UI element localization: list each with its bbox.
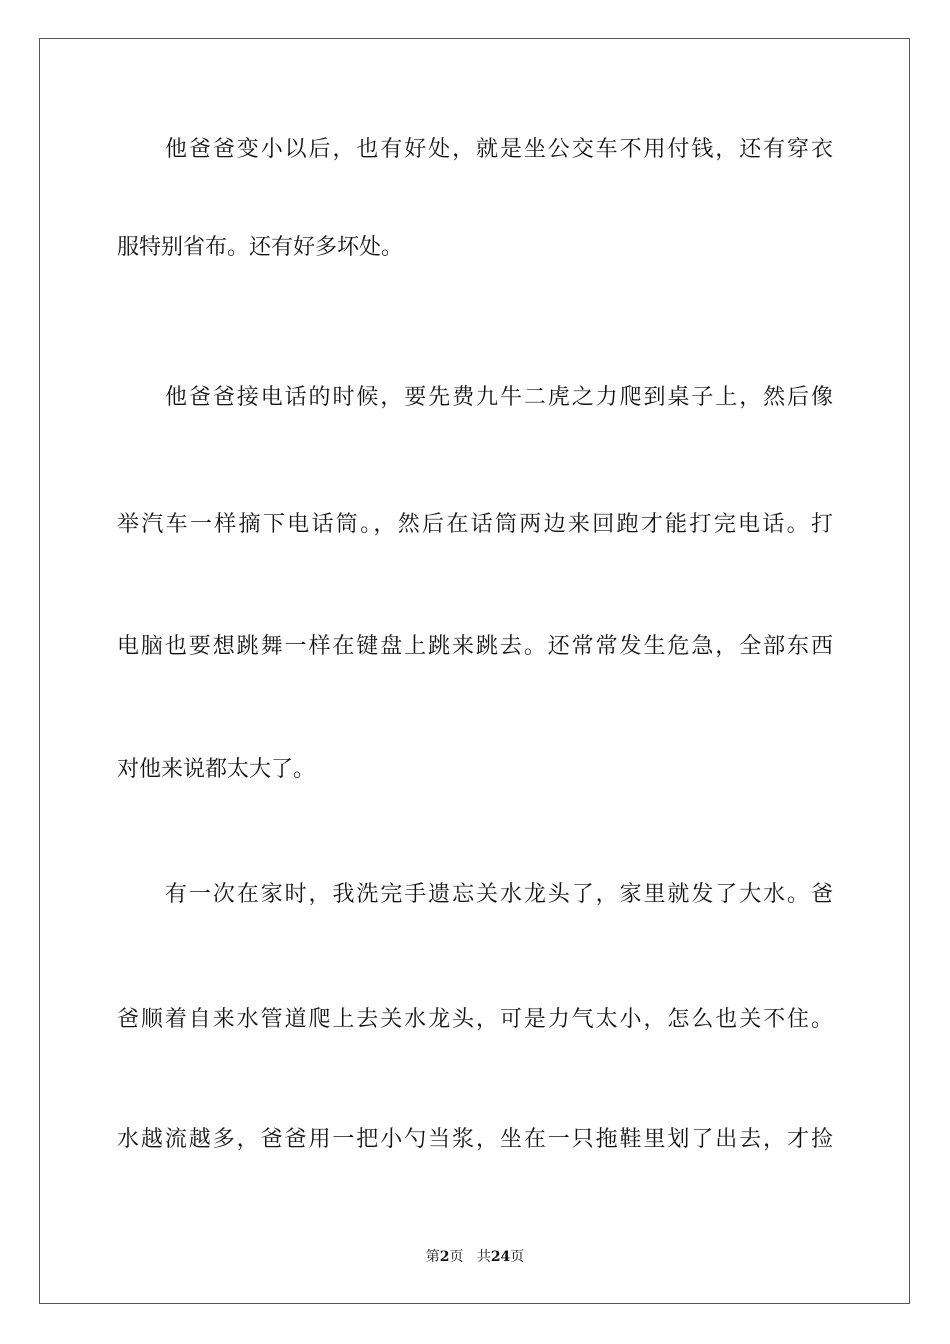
paragraph-line: 电脑也要想跳舞一样在键盘上跳来跳去。还常常发生危急，全部东西 (117, 634, 833, 659)
paragraph-line: 有一次在家时，我洗完手遗忘关水龙头了，家里就发了大水。爸 (165, 882, 833, 907)
paragraph-line: 服特别省布。还有好多坏处。 (117, 235, 404, 260)
total-pages: 24 (490, 1249, 511, 1265)
paragraph-line: 对他来说都太大了。 (117, 757, 316, 782)
total-prefix: 共 (476, 1249, 491, 1265)
paragraph-line: 水越流越多，爸爸用一把小勺当浆，坐在一只拖鞋里划了出去，才捡 (117, 1127, 833, 1152)
paragraph-line: 爸顺着自来水管道爬上去关水龙头，可是力气太小，怎么也关不住。 (117, 1007, 833, 1032)
paragraph-line: 举汽车一样摘下电话筒。，然后在话筒两边来回跑才能打完电话。打 (117, 512, 833, 537)
page-number: 2 (439, 1249, 450, 1265)
page-suffix: 页 (449, 1249, 464, 1265)
page-footer (0, 1246, 950, 1266)
paragraph-line: 他爸爸变小以后，也有好处，就是坐公交车不用付钱，还有穿衣 (165, 137, 833, 162)
page-prefix: 第 (425, 1249, 440, 1265)
total-suffix: 页 (510, 1249, 525, 1265)
paragraph-line: 他爸爸接电话的时候，要先费九牛二虎之力爬到桌子上，然后像 (165, 385, 833, 410)
